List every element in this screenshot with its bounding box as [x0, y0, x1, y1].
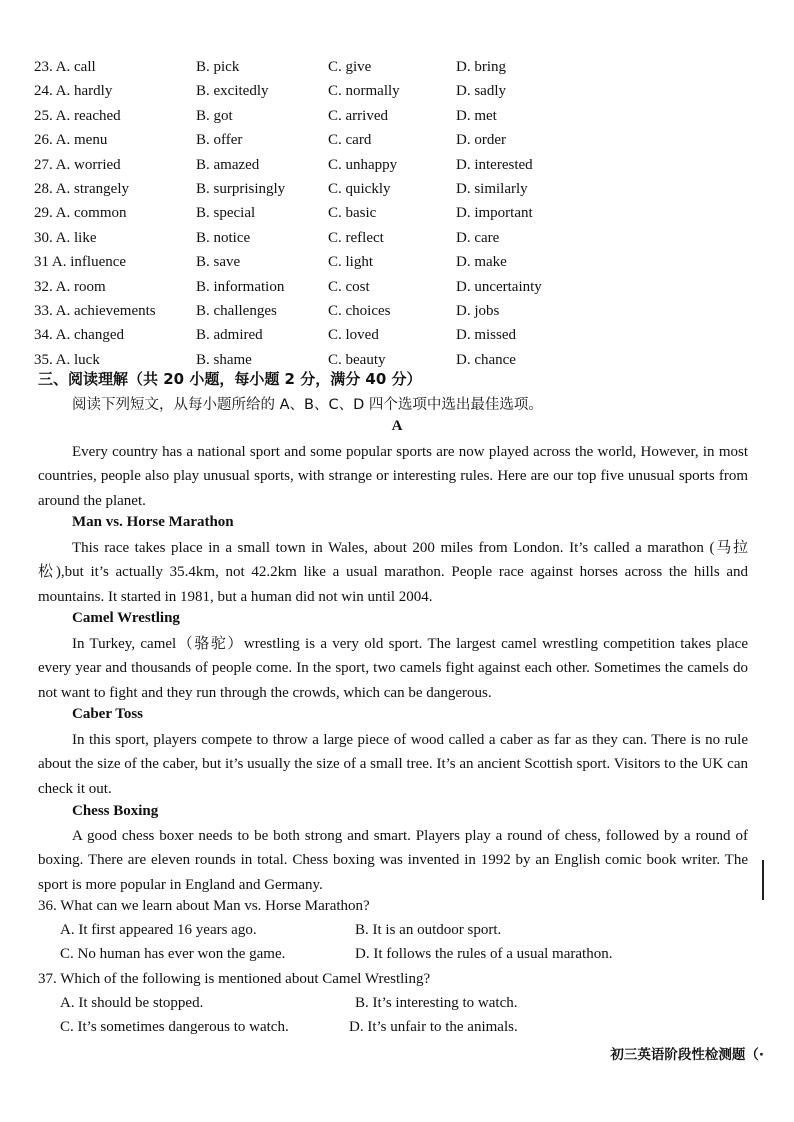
question-option: A. It first appeared 16 years ago.	[60, 922, 257, 938]
question-option: C. It’s sometimes dangerous to watch.	[60, 1019, 289, 1035]
option-d: D. bring	[456, 59, 506, 75]
option-d: D. important	[456, 205, 533, 222]
option-c: C. cost	[328, 278, 370, 295]
question-option: A. It should be stopped.	[60, 995, 204, 1011]
option-a: 33. A. achievements	[34, 302, 156, 319]
option-d: D. sadly	[456, 83, 506, 100]
section-body	[38, 728, 748, 801]
option-b: B. pick	[196, 59, 240, 75]
intro-paragraph: Every country has a national sport and some popular sports are now played across the world, However, in most countries, people also play unusual sports, with strange or interesting rules. Here are our top five unusual sports from around the planet.	[38, 444, 748, 509]
option-b: B. save	[196, 254, 241, 271]
question-option: B. It is an outdoor sport.	[355, 922, 502, 938]
option-b: B. notice	[196, 229, 251, 246]
option-row	[34, 299, 774, 323]
section-body	[38, 824, 748, 897]
option-b: B. got	[196, 107, 233, 124]
option-b: B. shame	[196, 351, 252, 368]
option-b: B. excitedly	[196, 83, 269, 100]
question-option: C. No human has ever won the game.	[60, 946, 286, 962]
page-footer: 初三英语阶段性检测题（·	[610, 1047, 764, 1063]
option-c: C. light	[328, 254, 374, 271]
option-a: 31 A. influence	[34, 254, 127, 271]
option-row	[34, 201, 774, 225]
option-a: 28. A. strangely	[34, 180, 129, 197]
option-row	[34, 153, 774, 177]
option-row	[34, 323, 774, 347]
option-b: B. challenges	[196, 302, 277, 319]
section-title: Caber Toss	[72, 706, 144, 722]
section-title: Man vs. Horse Marathon	[72, 514, 234, 530]
option-b: B. admired	[196, 327, 263, 344]
option-row	[34, 250, 774, 274]
question-stem: 36. What can we learn about Man vs. Horse Marathon?	[38, 898, 370, 914]
option-b: B. surprisingly	[196, 180, 286, 197]
cloze-options	[34, 55, 774, 372]
option-a: 25. A. reached	[34, 107, 121, 124]
option-a: 32. A. room	[34, 278, 106, 295]
option-c: C. loved	[328, 327, 379, 344]
option-a: 29. A. common	[34, 205, 127, 222]
option-row	[34, 79, 774, 103]
option-d: D. order	[456, 132, 506, 149]
option-d: D. similarly	[456, 180, 528, 197]
option-c: C. quickly	[328, 180, 391, 197]
scan-edge-mark	[762, 860, 764, 900]
option-d: D. chance	[456, 351, 516, 368]
option-b: B. offer	[196, 132, 243, 149]
option-a: 24. A. hardly	[34, 83, 113, 100]
section-body	[38, 632, 748, 705]
passage-intro	[38, 440, 748, 513]
section-paragraph: This race takes place in a small town in Wales, about 200 miles from London. It’s called a marathon (马拉松),but it’s actually 35.4km, not 42.2km like a usual marathon. People race against horses across the hills and mountains. It started in 1981, but a human did not win until 2004.	[38, 540, 748, 605]
option-b: B. amazed	[196, 156, 260, 173]
section-paragraph: In Turkey, camel（骆驼）wrestling is a very old sport. The largest camel wrestling competition takes place every year and thousands of people come. In the sport, two camels fight against each other. Sometimes the camels do not want to fight and they run through the crowds, which can be dangerous.	[38, 636, 748, 701]
question-option: B. It’s interesting to watch.	[355, 995, 518, 1011]
option-b: B. information	[196, 278, 285, 295]
option-c: C. give	[328, 59, 372, 75]
section-heading: 三、阅读理解（共 20 小题，每小题 2 分，满分 40 分）	[38, 370, 422, 388]
option-c: C. choices	[328, 302, 391, 319]
option-d: D. jobs	[456, 302, 500, 319]
option-d: D. interested	[456, 156, 533, 173]
option-a: 27. A. worried	[34, 156, 121, 173]
option-c: C. beauty	[328, 351, 386, 368]
passage-letter: A	[391, 418, 403, 434]
section-title: Camel Wrestling	[72, 610, 180, 626]
option-d: D. make	[456, 254, 507, 271]
option-row	[34, 177, 774, 201]
section-instruction: 阅读下列短文，从每小题所给的 A、B、C、D 四个选项中选出最佳选项。	[72, 397, 543, 413]
section-body	[38, 536, 748, 609]
question-stem: 37. Which of the following is mentioned about Camel Wrestling?	[38, 971, 431, 987]
option-row	[34, 128, 774, 152]
option-d: D. care	[456, 229, 500, 246]
option-a: 35. A. luck	[34, 351, 100, 368]
option-a: 34. A. changed	[34, 327, 124, 344]
option-c: C. card	[328, 132, 372, 149]
option-c: C. arrived	[328, 107, 388, 124]
option-c: C. unhappy	[328, 156, 398, 173]
option-c: C. basic	[328, 205, 377, 222]
section-paragraph: In this sport, players compete to throw a large piece of wood called a caber as far as they can. There is no rule about the size of the caber, but it’s usually the size of a small tree. It’s an ancient Scottish sport. Visitors to the UK can check it out.	[38, 732, 748, 797]
option-d: D. uncertainty	[456, 278, 542, 295]
option-b: B. special	[196, 205, 256, 222]
option-d: D. met	[456, 107, 497, 124]
option-row	[34, 226, 774, 250]
option-a: 30. A. like	[34, 229, 97, 246]
option-row	[34, 275, 774, 299]
option-row	[34, 104, 774, 128]
section-paragraph: A good chess boxer needs to be both strong and smart. Players play a round of chess, followed by a round of boxing. There are eleven rounds in total. Chess boxing was invented in 1992 by an English comic book writer. The sport is more popular in England and Germany.	[38, 828, 748, 893]
option-c: C. normally	[328, 83, 400, 100]
question-option: D. It’s unfair to the animals.	[349, 1019, 518, 1035]
question-option: D. It follows the rules of a usual marathon.	[355, 946, 613, 962]
section-title: Chess Boxing	[72, 803, 159, 819]
option-a: 23. A. call	[34, 59, 96, 75]
option-a: 26. A. menu	[34, 132, 108, 149]
option-row	[34, 55, 774, 79]
option-d: D. missed	[456, 327, 516, 344]
option-c: C. reflect	[328, 229, 384, 246]
